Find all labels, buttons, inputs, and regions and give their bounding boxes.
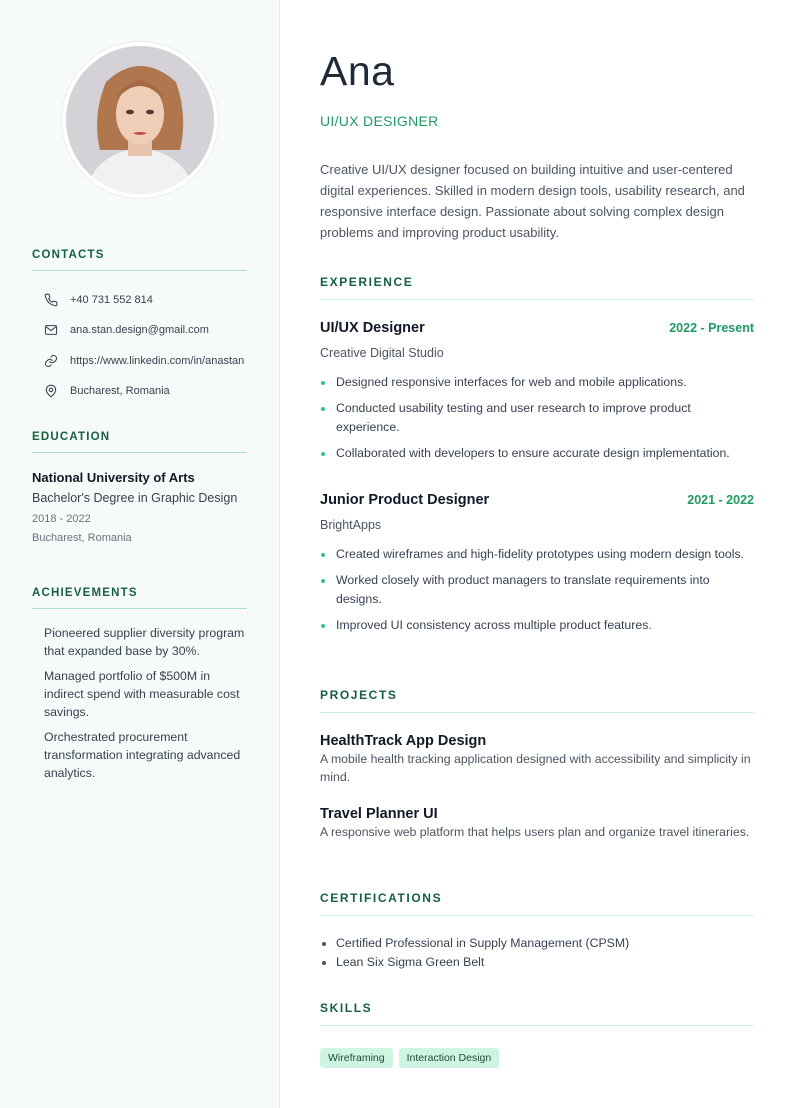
- job-bullet: Created wireframes and high-fidelity prototypes using modern design tools.: [320, 545, 754, 565]
- achievements-section: [32, 587, 247, 789]
- location-icon: [32, 384, 70, 398]
- job-date: 2022 - Present: [669, 321, 754, 335]
- achievements-list: [32, 624, 247, 782]
- certification-item: Certified Professional in Supply Management (CPSM): [320, 934, 629, 953]
- profile-name: Ana: [320, 48, 395, 94]
- education-school: National University of Arts: [32, 470, 195, 485]
- link-icon: [32, 354, 70, 368]
- skills-heading: SKILLS: [320, 1001, 754, 1026]
- job-title: UI/UX Designer: [320, 320, 425, 336]
- profile-summary: Creative UI/UX designer focused on building intuitive and user-centered digital experiences. Skilled in modern design tools, usability research, and responsive interface design. Passionate about solving complex design problems and improving product usability.: [320, 162, 745, 240]
- achievements-heading: ACHIEVEMENTS: [32, 587, 247, 609]
- job-bullets: [320, 545, 754, 635]
- contact-phone[interactable]: [32, 285, 247, 315]
- contact-list: [32, 285, 247, 406]
- education-years: 2018 - 2022: [32, 513, 91, 525]
- avatar: [62, 42, 218, 198]
- phone-icon: [32, 293, 70, 307]
- job-bullets: [320, 373, 754, 463]
- achievement-item: Orchestrated procurement transformation integrating advanced analytics.: [44, 730, 241, 780]
- job-bullet: Collaborated with developers to ensure accurate design implementation.: [320, 444, 754, 464]
- project-description: A responsive web platform that helps users plan and organize travel itineraries.: [320, 825, 750, 839]
- contact-phone-text: +40 731 552 814: [70, 294, 153, 307]
- project-entry-2: [320, 806, 754, 841]
- education-heading: EDUCATION: [32, 431, 247, 453]
- contact-email-text: ana.stan.design@gmail.com: [70, 324, 209, 337]
- contact-location-text: Bucharest, Romania: [70, 385, 170, 398]
- contact-linkedin-text: https://www.linkedin.com/in/anastan: [70, 354, 245, 367]
- profile-photo: [66, 46, 214, 194]
- certifications-list: [320, 934, 629, 971]
- contact-location: [32, 376, 247, 406]
- education-section: [32, 431, 247, 544]
- contact-linkedin[interactable]: [32, 346, 247, 376]
- job-bullet: Improved UI consistency across multiple product features.: [320, 616, 754, 636]
- job-title: Junior Product Designer: [320, 492, 490, 508]
- mail-icon: [32, 323, 70, 337]
- education-location: Bucharest, Romania: [32, 532, 132, 544]
- job-company: BrightApps: [320, 518, 382, 532]
- achievement-item: Pioneered supplier diversity program that expanded base by 30%.: [44, 626, 245, 658]
- job-bullet: Conducted usability testing and user research to improve product experience.: [320, 399, 754, 438]
- skill-tag: Wireframing: [320, 1048, 393, 1068]
- contacts-section: [32, 249, 247, 406]
- projects-heading: PROJECTS: [320, 688, 754, 713]
- achievement-item: Managed portfolio of $500M in indirect spend with measurable cost savings.: [44, 669, 240, 719]
- skill-tag: Interaction Design: [399, 1048, 500, 1068]
- job-bullet: Worked closely with product managers to translate requirements into designs.: [320, 571, 754, 610]
- sidebar: [0, 0, 280, 1108]
- certifications-heading: CERTIFICATIONS: [320, 891, 754, 916]
- education-degree: Bachelor's Degree in Graphic Design: [32, 491, 238, 505]
- job-company: Creative Digital Studio: [320, 346, 444, 360]
- job-entry-2: [320, 492, 754, 641]
- job-entry-1: [320, 320, 754, 469]
- job-date: 2021 - 2022: [687, 493, 754, 507]
- profile-role: UI/UX DESIGNER: [320, 113, 439, 129]
- contacts-heading: CONTACTS: [32, 249, 247, 271]
- experience-heading: EXPERIENCE: [320, 275, 754, 300]
- contact-email[interactable]: [32, 315, 247, 345]
- project-title: Travel Planner UI: [320, 806, 438, 822]
- skills-list: [320, 1048, 499, 1068]
- project-description: A mobile health tracking application designed with accessibility and simplicity in mind.: [320, 752, 751, 784]
- project-entry-1: [320, 733, 754, 786]
- certification-item: Lean Six Sigma Green Belt: [320, 953, 629, 972]
- project-title: HealthTrack App Design: [320, 733, 487, 749]
- job-bullet: Designed responsive interfaces for web and mobile applications.: [320, 373, 754, 393]
